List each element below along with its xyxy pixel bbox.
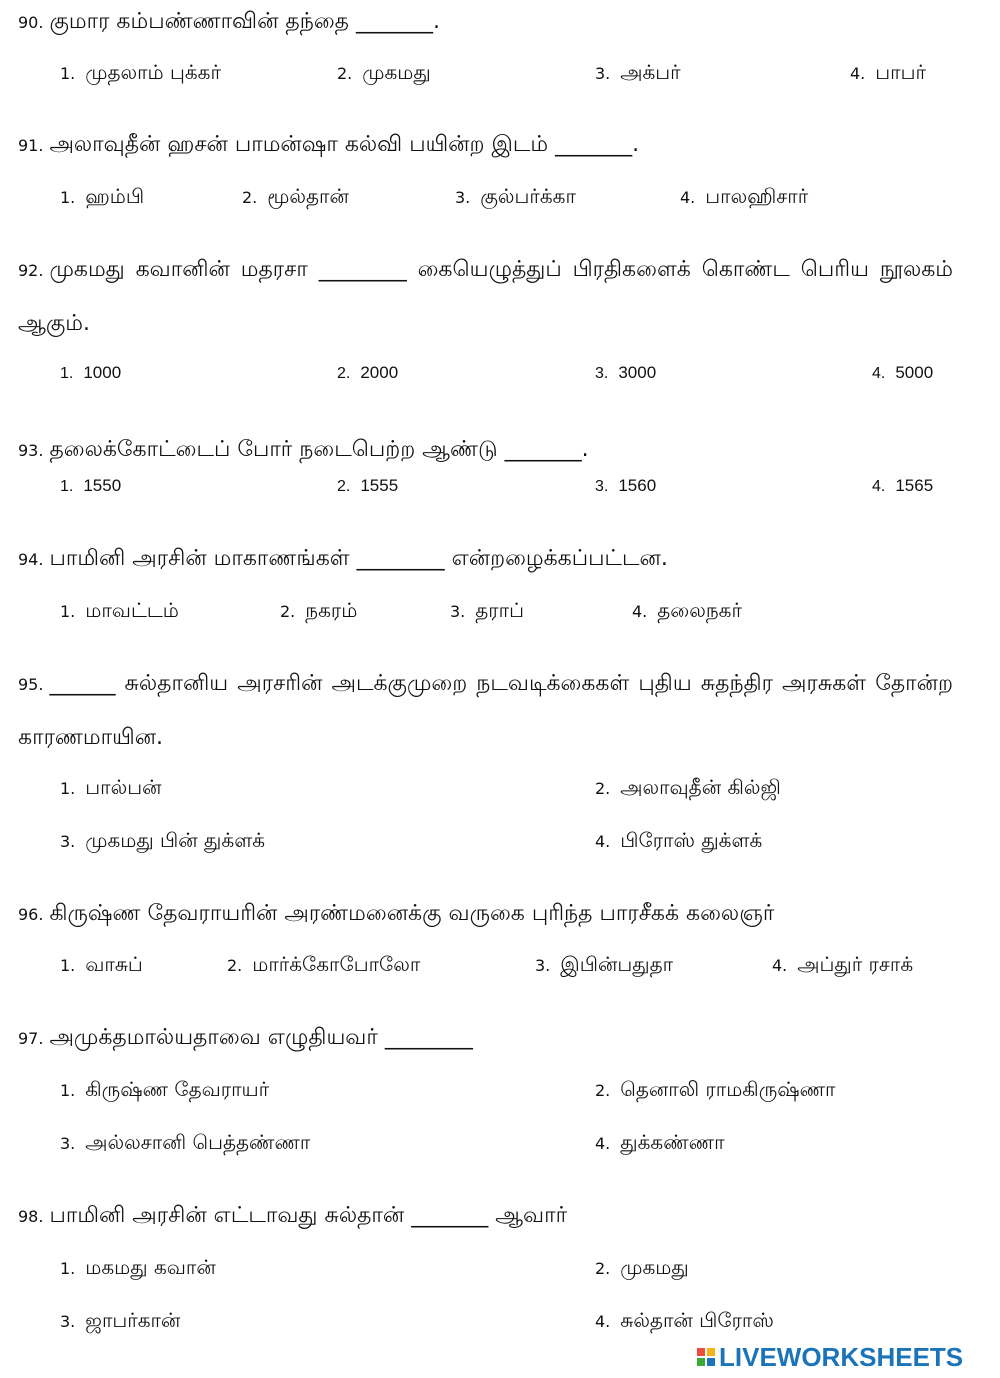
option-95-4[interactable]: 4. பிரோஸ் துக்ளக் xyxy=(595,828,763,852)
question-text: குமார கம்பண்ணாவின் தந்தை _______. xyxy=(49,9,440,34)
option-98-2[interactable]: 2. முகமது xyxy=(595,1255,689,1279)
question-94 xyxy=(18,532,953,586)
question-90 xyxy=(18,0,953,49)
question-number: 96. xyxy=(18,905,44,924)
option-90-2[interactable]: 2. முகமது xyxy=(337,60,431,84)
logo-square-blue xyxy=(707,1358,715,1366)
option-95-3[interactable]: 3. முகமது பின் துக்ளக் xyxy=(60,828,266,852)
option-97-1[interactable]: 1. கிருஷ்ண தேவராயர் xyxy=(60,1077,270,1101)
question-text: கிருஷ்ண தேவராயரின் அரண்மனைக்கு வருகை புரிந்த பாரசீகக் கலைஞர் xyxy=(49,901,775,926)
option-97-4[interactable]: 4. துக்கண்ணா xyxy=(595,1130,725,1154)
question-number: 90. xyxy=(18,13,44,32)
question-text: ______ சுல்தானிய அரசரின் அடக்குமுறை நடவடிக்கைகள் புதிய சுதந்திர அரசுகள் தோன்ற காரணமாயின. xyxy=(18,671,953,750)
question-text: பாமினி அரசின் மாகாணங்கள் ________ என்றழைக்கப்பட்டன. xyxy=(49,546,668,571)
question-number: 95. xyxy=(18,675,44,694)
option-94-4[interactable]: 4. தலைநகர் xyxy=(632,598,742,622)
options-96 xyxy=(60,952,950,982)
option-96-4[interactable]: 4. அப்துர் ரசாக் xyxy=(772,952,914,976)
options-97b xyxy=(60,1130,950,1160)
option-91-4[interactable]: 4. பாலஹிசார் xyxy=(680,184,809,208)
option-93-1[interactable]: 1. 1550 xyxy=(60,476,122,495)
question-96 xyxy=(18,887,953,941)
logo-square-yellow xyxy=(707,1348,715,1356)
question-98 xyxy=(18,1189,953,1243)
liveworksheets-footer[interactable] xyxy=(697,1342,963,1372)
logo-square-green xyxy=(697,1358,705,1366)
option-94-1[interactable]: 1. மாவட்டம் xyxy=(60,598,179,622)
option-97-2[interactable]: 2. தெனாலி ராமகிருஷ்ணா xyxy=(595,1077,836,1101)
option-92-2[interactable]: 2. 2000 xyxy=(337,363,399,382)
options-93 xyxy=(60,476,950,506)
option-91-2[interactable]: 2. மூல்தான் xyxy=(242,184,349,208)
option-94-2[interactable]: 2. நகரம் xyxy=(280,598,358,622)
options-94 xyxy=(60,598,950,628)
liveworksheets-logo-icon xyxy=(697,1348,715,1366)
question-number: 93. xyxy=(18,441,44,460)
option-90-4[interactable]: 4. பாபர் xyxy=(850,60,926,84)
logo-square-red xyxy=(697,1348,705,1356)
question-text: அலாவுதீன் ஹசன் பாமன்ஷா கல்வி பயின்ற இடம் _______. xyxy=(49,132,640,157)
brand-name: LIVEWORKSHEETS xyxy=(719,1341,964,1372)
option-95-1[interactable]: 1. பால்பன் xyxy=(60,775,162,799)
question-text: தலைக்கோட்டைப் போர் நடைபெற்ற ஆண்டு _______. xyxy=(49,437,589,462)
option-94-3[interactable]: 3. தராப் xyxy=(450,598,524,622)
option-90-1[interactable]: 1. முதலாம் புக்கர் xyxy=(60,60,221,84)
option-96-1[interactable]: 1. வாசுப் xyxy=(60,952,143,976)
question-text: பாமினி அரசின் எட்டாவது சுல்தான் _______ ஆவார் xyxy=(49,1203,568,1228)
option-96-3[interactable]: 3. இபின்பதுதா xyxy=(535,952,674,976)
option-91-1[interactable]: 1. ஹம்பி xyxy=(60,184,145,208)
option-93-4[interactable]: 4. 1565 xyxy=(872,476,934,495)
question-number: 97. xyxy=(18,1029,44,1048)
options-91 xyxy=(60,184,950,214)
options-95a xyxy=(60,775,950,805)
option-96-2[interactable]: 2. மார்க்கோபோலோ xyxy=(227,952,421,976)
option-92-1[interactable]: 1. 1000 xyxy=(60,363,122,382)
question-number: 91. xyxy=(18,136,44,155)
question-number: 94. xyxy=(18,550,44,569)
option-95-2[interactable]: 2. அலாவுதீன் கில்ஜி xyxy=(595,775,781,799)
option-98-4[interactable]: 4. சுல்தான் பிரோஸ் xyxy=(595,1308,774,1332)
options-90 xyxy=(60,60,950,90)
options-98a xyxy=(60,1255,950,1285)
option-90-3[interactable]: 3. அக்பர் xyxy=(595,60,681,84)
options-92 xyxy=(60,363,950,393)
question-number: 98. xyxy=(18,1207,44,1226)
question-text: முகமது கவானின் மதரசா ________ கையெழுத்துப் பிரதிகளைக் கொண்ட பெரிய நூலகம் ஆகும். xyxy=(18,257,953,336)
option-97-3[interactable]: 3. அல்லசானி பெத்தண்ணா xyxy=(60,1130,311,1154)
options-98b xyxy=(60,1308,950,1338)
option-98-3[interactable]: 3. ஜாபர்கான் xyxy=(60,1308,181,1332)
option-92-4[interactable]: 4. 5000 xyxy=(872,363,934,382)
question-97 xyxy=(18,1011,953,1065)
question-92 xyxy=(18,243,953,350)
question-text: அமுக்தமால்யதாவை எழுதியவர் ________ xyxy=(49,1025,473,1050)
question-number: 92. xyxy=(18,261,44,280)
options-95b xyxy=(60,828,950,858)
option-91-3[interactable]: 3. குல்பர்க்கா xyxy=(455,184,576,208)
question-93 xyxy=(18,423,953,477)
question-91 xyxy=(18,118,953,172)
options-97a xyxy=(60,1077,950,1107)
option-93-2[interactable]: 2. 1555 xyxy=(337,476,399,495)
question-95 xyxy=(18,657,953,764)
option-98-1[interactable]: 1. மகமது கவான் xyxy=(60,1255,216,1279)
option-93-3[interactable]: 3. 1560 xyxy=(595,476,657,495)
option-92-3[interactable]: 3. 3000 xyxy=(595,363,657,382)
